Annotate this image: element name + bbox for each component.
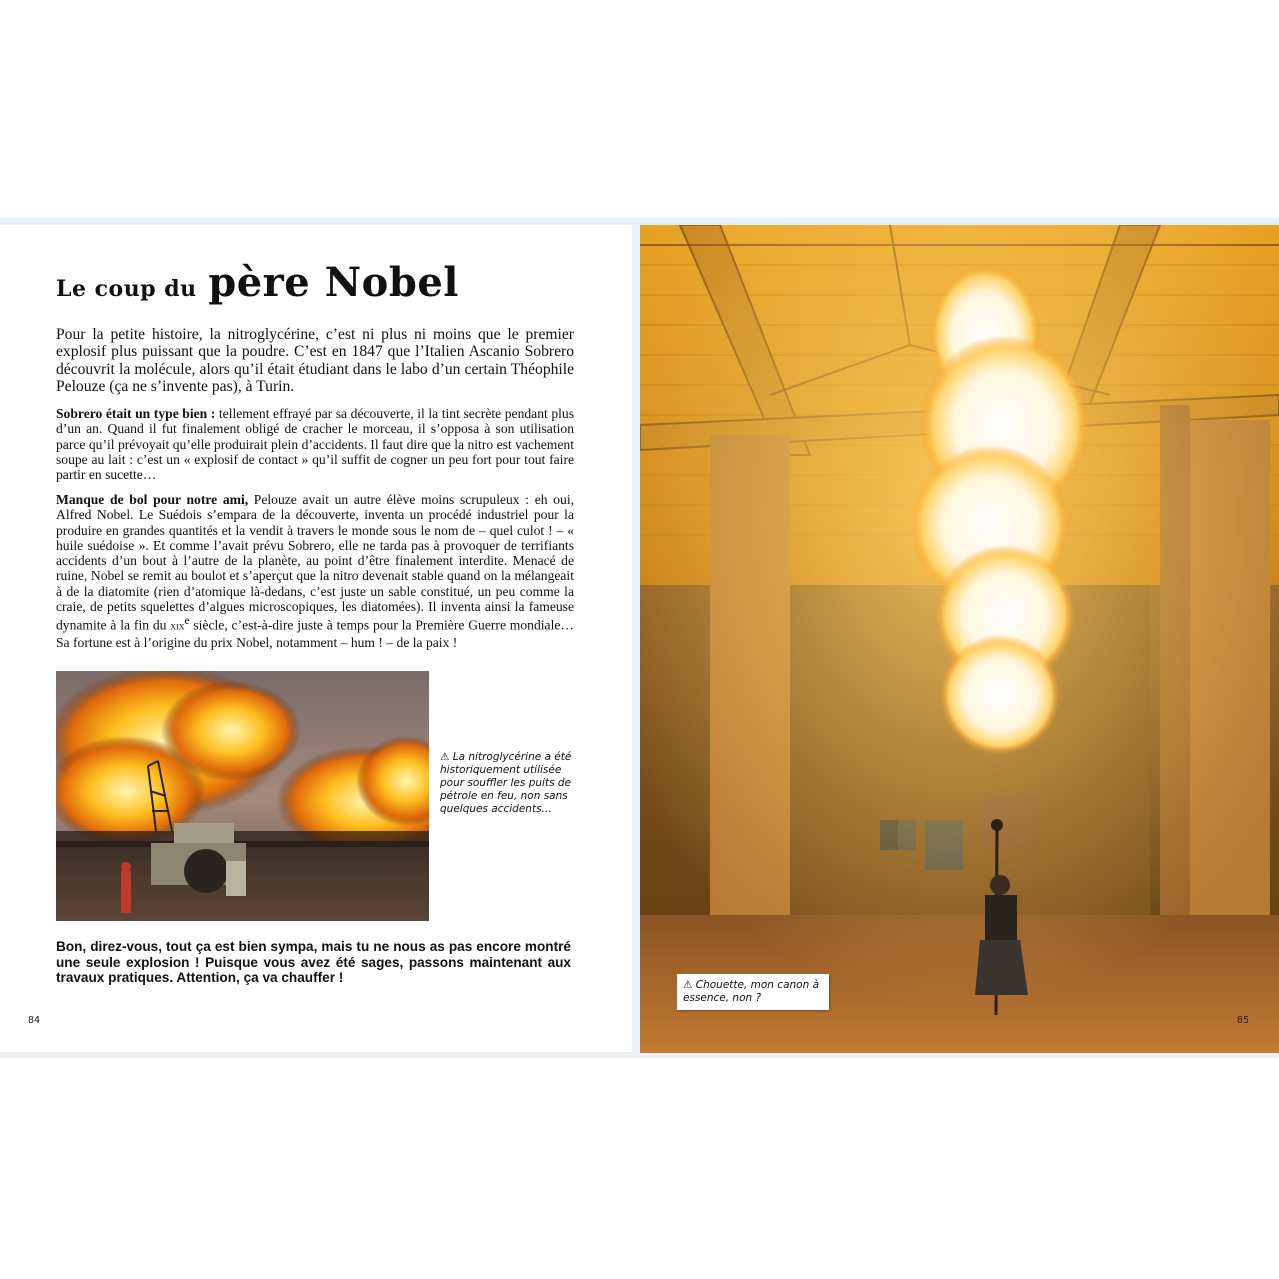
closing-paragraph: Bon, direz-vous, tout ça est bien sympa, mais tu ne nous as pas encore montré une seule explosion ! Puisque vous avez été sages, passons maintenant aux travaux pratiques. Attention, ça va chauffer ! — [56, 939, 571, 986]
page-title — [56, 259, 459, 306]
left-page — [0, 225, 632, 1052]
century-suffix: e — [184, 615, 190, 628]
warning-triangle-icon: ⚠ — [440, 751, 450, 763]
warning-triangle-icon: ⚠ — [683, 979, 693, 991]
intro-paragraph: Pour la petite histoire, la nitroglycérine, c’est ni plus ni moins que le premier explosif plus puissant que la poudre. C’est en 1847 que l’Italien Ascanio Sobrero découvrit la molécule, alors qu’il était étudiant dans le labo d’un certain Théophile Pelouze (ça ne s’invente pas), à Turin. — [56, 326, 574, 396]
paragraph-nobel — [56, 492, 574, 651]
oil-photo-caption — [440, 751, 580, 816]
right-page — [640, 225, 1279, 1053]
page-number-left: 84 — [28, 1015, 41, 1026]
caption-text: Chouette, mon canon à essence, non ? — [683, 979, 820, 1004]
caption-text: La nitroglycérine a été historiquement utilisée pour souffler les puits de pétrole en feu, non sans quelques accidents… — [440, 751, 572, 815]
paragraph-text: Pelouze avait un autre élève moins scrupuleux : eh oui, Alfred Nobel. Le Suédois s’empara de la découverte, inventa un procédé industriel pour la produire en grandes quantités et la vendit à travers le monde sous le nom de – quel culot ! – « huile suédoise ». Et comme l’avait prévu Sobrero, elle ne tarda pas à provoquer de terrifiants accidents d’un bout à l’autre de la planète, au point d’être finalement interdite. Menacé de ruine, Nobel se remit au boulot et s’aperçut que la nitro devenait stable quand on la mélangeait à de la diatomite (rien d’atomique là-dedans, c’est juste un sable constitué, un peu comme la craie, de petits squelettes d’algues microscopiques, les diatomées). Il inventa ainsi la fameuse dynamite à la fin du — [56, 492, 574, 633]
oil-well-fire-photo — [56, 671, 429, 921]
page-number-right: 85 — [1236, 1015, 1249, 1026]
flame-cannon-photo — [640, 225, 1279, 1053]
title-small: Le coup du — [56, 276, 197, 302]
title-big: père Nobel — [208, 259, 459, 306]
century-numeral: xix — [170, 620, 185, 633]
paragraph-lead: Manque de bol pour notre ami, — [56, 492, 249, 507]
flame-photo-caption — [683, 979, 823, 1005]
paragraph-text: tellement effrayé par sa découverte, il la tint secrète pendant plus d’un an. Quand il fut finalement obligé de cracher le morceau, il s’opposa à son utilisation parce qu’il prévoyait qu’elle produirait plein d’accidents. Il faut dire que la nitro est vachement soupe au lait : c’est un « explosif de contact » qu’il suffit de cogner un peu fort pour tout faire partir en sucette… — [56, 406, 574, 483]
paragraph-text: siècle, c’est-à-dire juste à temps pour la Première Guerre mondiale… Sa fortune est à l’origine du prix Nobel, notamment – hum ! – de la paix ! — [56, 617, 574, 651]
paragraph-sobrero — [56, 406, 574, 482]
paragraph-lead: Sobrero était un type bien : — [56, 406, 216, 421]
flame-photo-caption-box — [677, 974, 829, 1010]
